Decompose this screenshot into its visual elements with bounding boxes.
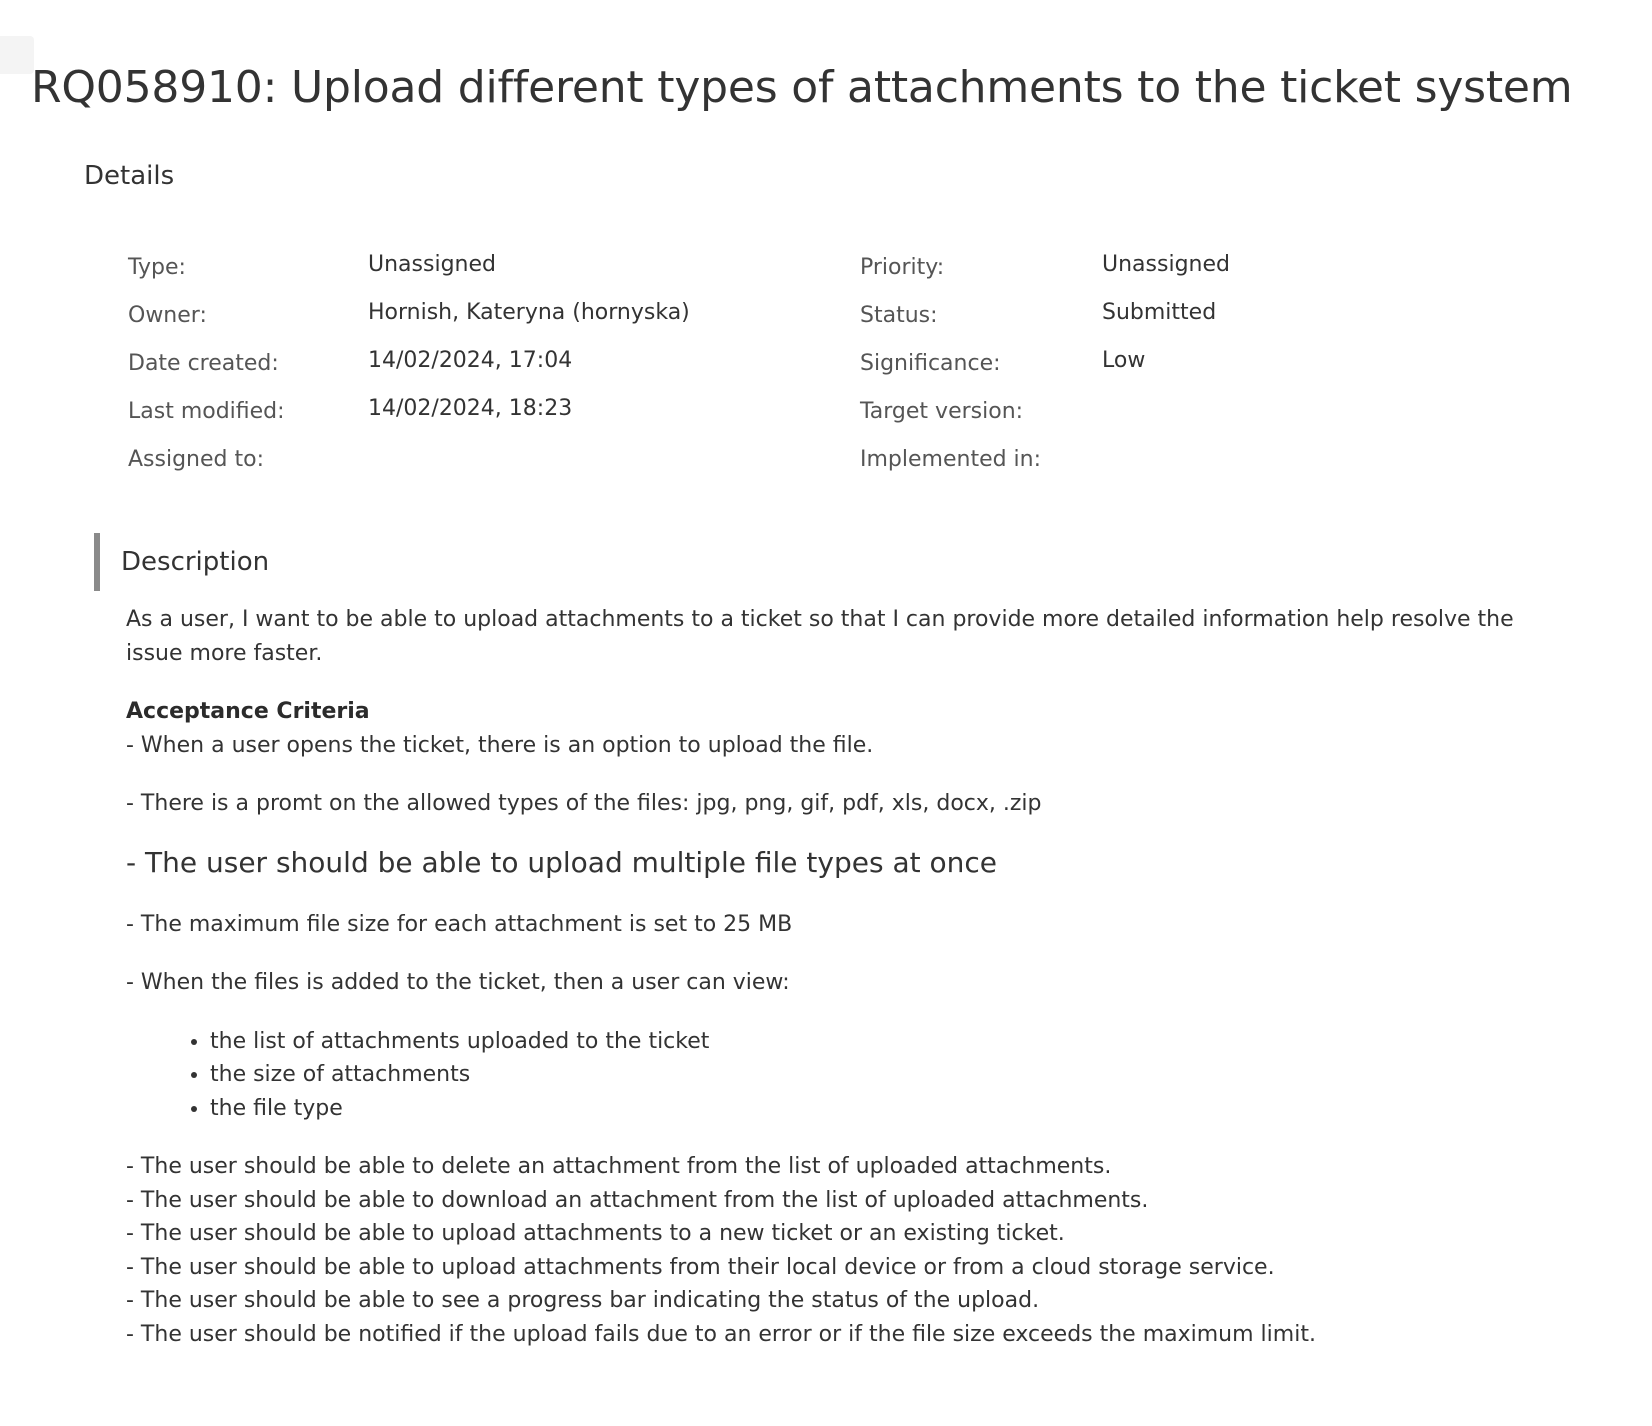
description-intro: As a user, I want to be able to upload attachments to a ticket so that I can provide more detailed information help resolve the issue more faster. (126, 607, 1514, 666)
last-modified-label: Last modified: (128, 399, 285, 424)
criterion-multiple-types: - The user should be able to upload multiple file types at once (126, 845, 997, 879)
detail-row-owner-status (128, 300, 1428, 343)
criterion-open-ticket: - When a user opens the ticket, there is an option to upload the file. (126, 732, 874, 758)
view-items-list (126, 1025, 1546, 1126)
list-item: • the list of attachments uploaded to the ticket (210, 1025, 1546, 1059)
last-modified-value: 14/02/2024, 18:23 (368, 396, 573, 421)
list-item: • the file type (210, 1092, 1546, 1126)
assigned-to-label: Assigned to: (128, 447, 264, 472)
window-corner-decoration (0, 36, 34, 74)
type-label: Type: (128, 255, 186, 280)
criterion-download: - The user should be able to download an attachment from the list of uploaded attachments. (126, 1187, 1149, 1213)
list-item: • the size of attachments (210, 1058, 1546, 1092)
date-created-label: Date created: (128, 351, 279, 376)
owner-label: Owner: (128, 303, 207, 328)
significance-label: Significance: (860, 351, 1001, 376)
implemented-in-label: Implemented in: (860, 447, 1042, 472)
priority-label: Priority: (860, 255, 945, 280)
target-version-label: Target version: (860, 399, 1024, 424)
status-label: Status: (860, 303, 938, 328)
criterion-notify-failure: - The user should be notified if the upload fails due to an error or if the file size exceeds the maximum limit. (126, 1321, 1316, 1347)
criterion-new-or-existing: - The user should be able to upload attachments to a new ticket or an existing ticket. (126, 1221, 1065, 1246)
owner-value: Hornish, Kateryna (hornyska) (368, 300, 690, 325)
description-heading: Description (94, 533, 269, 591)
detail-row-modified-target (128, 396, 1428, 439)
priority-value: Unassigned (1102, 252, 1230, 277)
criterion-allowed-types: - There is a promt on the allowed types of the files: jpg, png, gif, pdf, xls, docx, .zip (126, 791, 1042, 816)
description-body (126, 603, 1546, 1351)
detail-row-assigned-implemented (128, 447, 1428, 487)
significance-value: Low (1102, 348, 1146, 373)
criterion-delete: - The user should be able to delete an attachment from the list of uploaded attachments. (126, 1154, 1112, 1179)
status-value: Submitted (1102, 300, 1217, 325)
type-value: Unassigned (368, 252, 496, 277)
details-heading: Details (84, 161, 175, 191)
criterion-view-added: - When the files is added to the ticket, then a user can view: (126, 970, 790, 995)
acceptance-criteria-title: Acceptance Criteria (126, 699, 370, 724)
page-title: RQ058910: Upload different types of attachments to the ticket system (31, 62, 1573, 113)
criterion-progress-bar: - The user should be able to see a progress bar indicating the status of the upload. (126, 1288, 1040, 1313)
criterion-local-or-cloud: - The user should be able to upload attachments from their local device or from a cloud storage service. (126, 1254, 1275, 1280)
detail-row-created-significance (128, 348, 1428, 391)
detail-row-type-priority (128, 252, 1428, 295)
criterion-max-size: - The maximum file size for each attachment is set to 25 MB (126, 911, 793, 937)
date-created-value: 14/02/2024, 17:04 (368, 348, 573, 373)
